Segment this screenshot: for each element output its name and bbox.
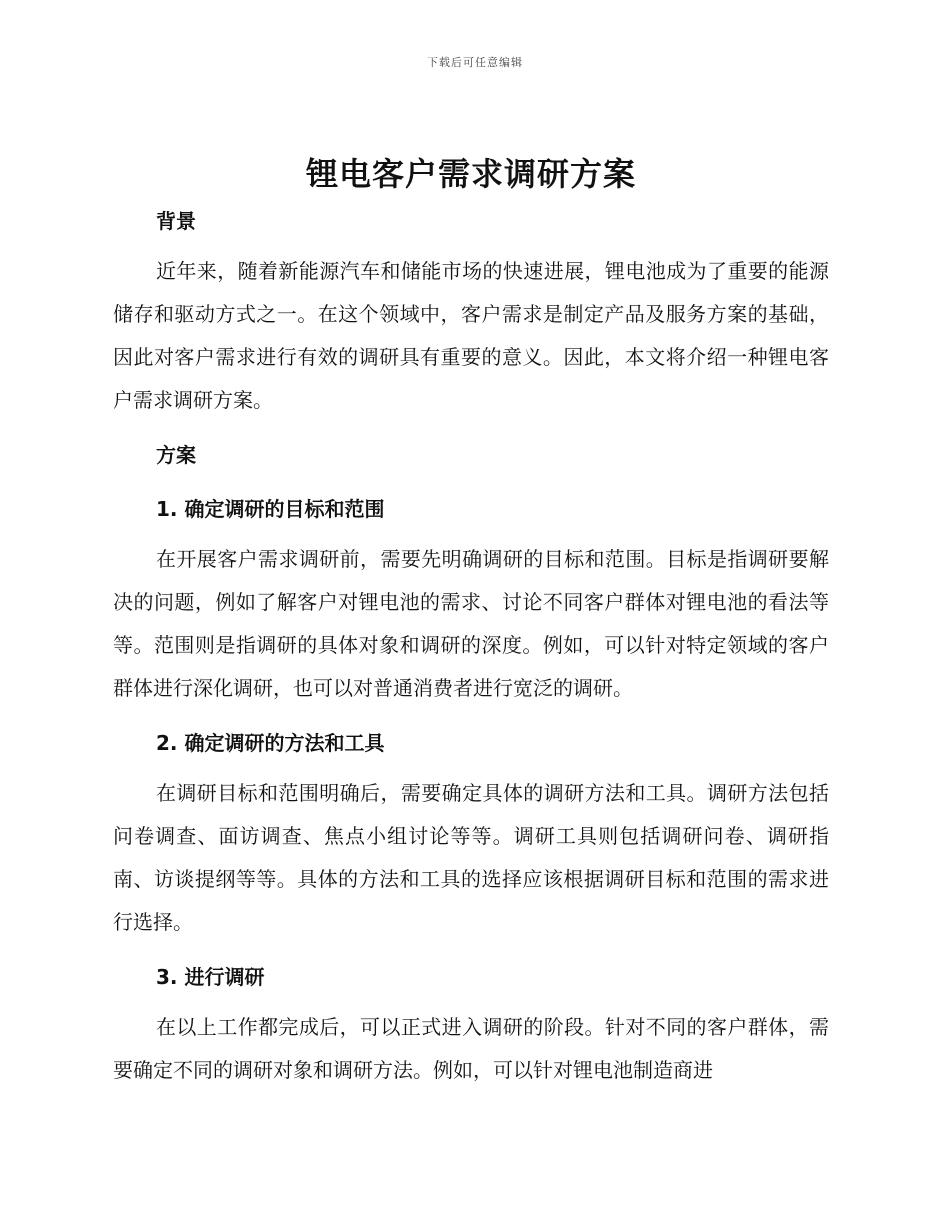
page-header-note: 下载后可任意编辑 [427,56,523,69]
document-title: 锂电客户需求调研方案 [305,155,636,193]
section-heading-goals-scope: 1. 确定调研的目标和范围 [156,497,385,521]
section-paragraph-methods-tools: 在调研目标和范围明确后，需要确定具体的调研方法和工具。调研方法包括问卷调查、面访调查、焦点小组讨论等等。调研工具则包括调研问卷、调研指南、访谈提纲等等。具体的方法和工具的选择应该根据调研目标和范围的需求进行选择。 [113,781,829,934]
section-heading-conduct-research: 3. 进行调研 [156,965,265,989]
section-heading-background: 背景 [156,209,196,233]
section-paragraph-goals-scope: 在开展客户需求调研前，需要先明确调研的目标和范围。目标是指调研要解决的问题，例如了解客户对锂电池的需求、讨论不同客户群体对锂电池的看法等等。范围则是指调研的具体对象和调研的深度。例如，可以针对特定领域的客户群体进行深化调研，也可以对普通消费者进行宽泛的调研。 [113,547,829,700]
document-body [113,150,829,1092]
section-heading-methods-tools: 2. 确定调研的方法和工具 [156,731,385,755]
section-paragraph-conduct-research: 在以上工作都完成后，可以正式进入调研的阶段。针对不同的客户群体，需要确定不同的调研对象和调研方法。例如，可以针对锂电池制造商进 [113,1015,829,1082]
section-heading-plan: 方案 [156,443,196,467]
section-paragraph-background: 近年来，随着新能源汽车和储能市场的快速进展，锂电池成为了重要的能源储存和驱动方式之一。在这个领域中，客户需求是制定产品及服务方案的基础，因此对客户需求进行有效的调研具有重要的意义。因此，本文将介绍一种锂电客户需求调研方案。 [113,259,829,412]
